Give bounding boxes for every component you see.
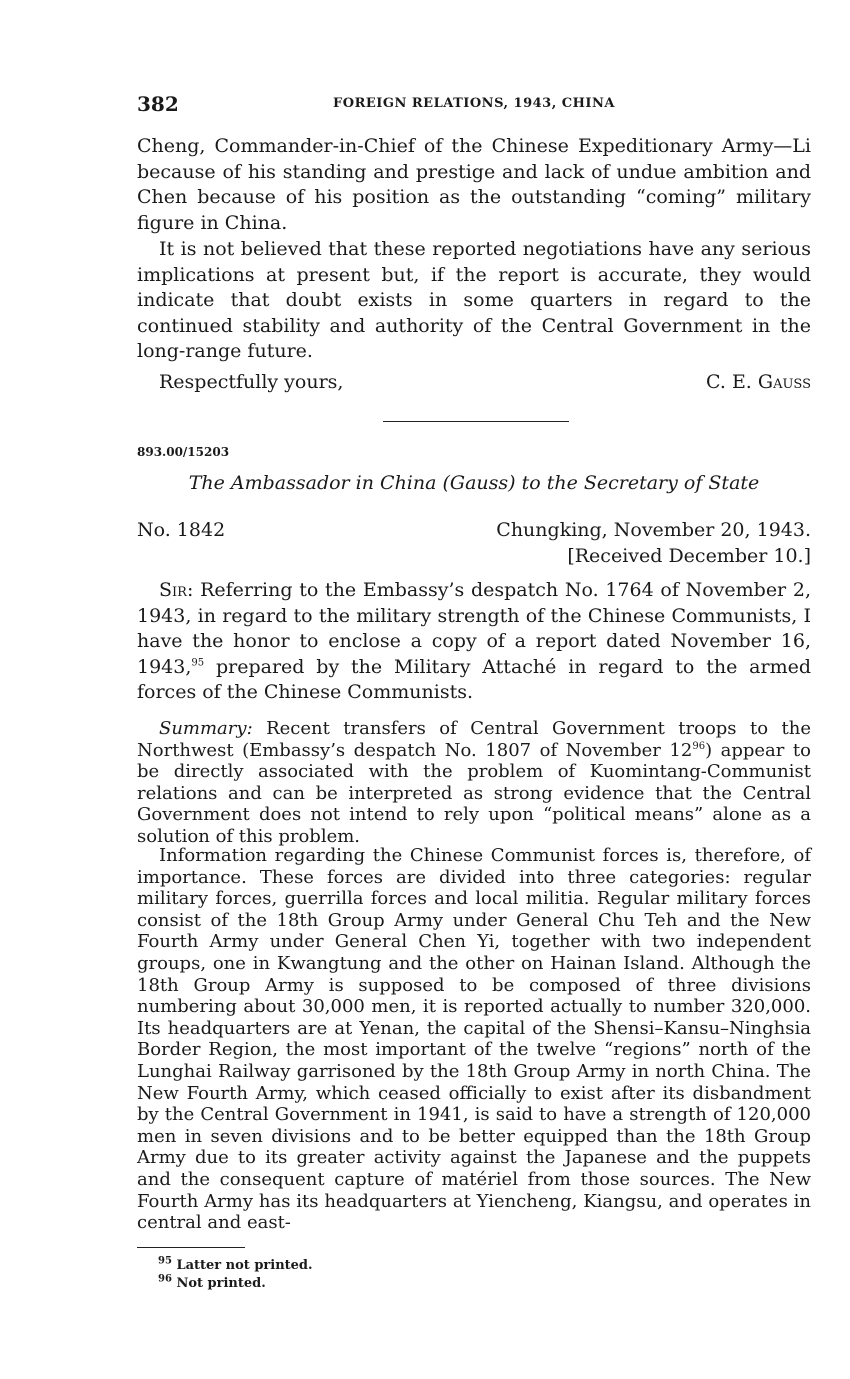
footnote-ref-95: 95 — [191, 657, 205, 669]
closing-block — [137, 371, 811, 397]
summary-label: Summary: — [159, 718, 253, 739]
file-number: 893.00/15203 — [137, 445, 230, 459]
letter-opening-text-a: Referring to the Embassy’s despatch No. 1764 of November 2, 1943, in regard to the military strength of the Chinese Communists, I have the honor to enclose a copy of a report dated November 16, 1943, — [137, 579, 811, 678]
page-number: 382 — [137, 92, 179, 116]
paragraph-implications: It is not believed that these reported negotiations have any serious implications at present but, if the report is accurate, they would indicate that doubt exists in some quarters in regard to the continued stability and authority of the Central Government in the long-range future. — [137, 238, 811, 363]
place-date: Chungking, November 20, 1943. — [496, 519, 811, 541]
closing-phrase: Respectfully yours, — [159, 371, 344, 393]
document-meta — [137, 519, 811, 571]
summary-text-b: ) appear to be directly associated with the problem of Kuomintang-Communist relations and can be interpreted as strong evidence that the Central Government does not intend to rely upon “political means” alone as a solution of this problem. — [137, 739, 811, 847]
signature: C. E. Gauss — [706, 371, 811, 393]
footnote-95 — [158, 1255, 313, 1273]
information-paragraph: Information regarding the Chinese Communist forces is, therefore, of importance. These forces are divided into three categories: regular military forces, guerrilla forces and local militia. Regular military forces consist of the 18th Group Army under General Chu Teh and the New Fourth Army under General Chen Yi, together with two independent groups, one in Kwangtung and the other on Hainan Island. Although the 18th Group Army is supposed to be composed of three divisions numbering about 30,000 men, it is reported actually to number 320,000. Its headquarters are at Yenan, the capital of the Shensi–Kansu–Ninghsia Border Region, the most important of the twelve “regions” north of the Lunghai Railway garrisoned by the 18th Group Army in north China. The New Fourth Army, which ceased officially to exist after its disbandment by the Central Government in 1941, is said to have a strength of 120,000 men in seven divisions and to be better equipped than the 18th Group Army due to its greater activity against the Japanese and the puppets and the consequent capture of matériel from those sources. The New Fourth Army has its headquarters at Yiencheng, Kiangsu, and operates in central and east- — [137, 845, 811, 1234]
page-header — [137, 92, 811, 118]
footnote-96 — [158, 1273, 266, 1291]
despatch-number: No. 1842 — [137, 519, 226, 541]
letter-opening — [137, 578, 811, 706]
summary-text-a: Recent transfers of Central Government troops to the Northwest (Embassy’s despatch No. 1807 of November 12 — [137, 718, 811, 761]
letter-opening-text-b: prepared by the Military Attaché in regard to the armed forces of the Chinese Communists. — [137, 655, 811, 704]
footnote-rule — [137, 1247, 245, 1248]
running-title: FOREIGN RELATIONS, 1943, CHINA — [333, 96, 615, 111]
footnote-marker: 95 — [158, 1255, 172, 1267]
received-date: [Received December 10.] — [567, 545, 811, 567]
footnote-text: Not printed. — [176, 1276, 266, 1291]
footnote-ref-96: 96 — [692, 740, 706, 752]
footnote-marker: 96 — [158, 1273, 172, 1285]
paragraph-continuation: Cheng, Commander-in-Chief of the Chinese Expeditionary Army—Li because of his standing and prestige and lack of undue ambition and Chen because of his position as the outstanding “coming” military figure in China. — [137, 135, 811, 234]
document-title: The Ambassador in China (Gauss) to the Secretary of State — [188, 472, 760, 494]
footnote-text: Latter not printed. — [176, 1258, 313, 1273]
salutation: Sir: — [159, 579, 194, 601]
section-divider — [383, 421, 569, 422]
summary-paragraph — [137, 718, 811, 848]
